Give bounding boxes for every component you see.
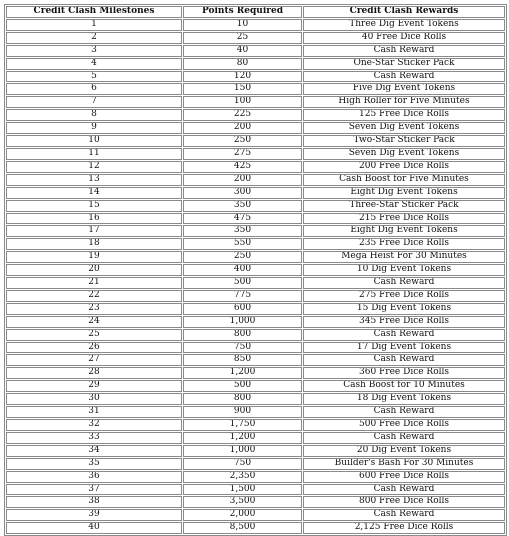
table-row [6,109,505,121]
milestone-cell: 18 [6,238,182,250]
reward-cell: 500 Free Dice Rolls [303,419,505,431]
points-required-cell: 500 [183,277,302,289]
table-row [6,122,505,134]
table-row [6,367,505,379]
reward-cell: Cash Reward [303,509,505,521]
reward-cell: Three Dig Event Tokens [303,19,505,31]
points-required-cell: 775 [183,290,302,302]
reward-cell: Cash Reward [303,45,505,57]
milestone-cell: 30 [6,393,182,405]
points-required-cell: 1,000 [183,316,302,328]
reward-cell: Cash Reward [303,354,505,366]
points-required-cell: 850 [183,354,302,366]
reward-cell: 215 Free Dice Rolls [303,213,505,225]
table-row [6,200,505,212]
table-row [6,458,505,470]
points-required-cell: 1,750 [183,419,302,431]
points-required-cell: 1,200 [183,432,302,444]
reward-cell: Cash Reward [303,484,505,496]
reward-cell: 360 Free Dice Rolls [303,367,505,379]
reward-cell: One-Star Sticker Pack [303,58,505,70]
milestone-cell: 35 [6,458,182,470]
table-row [6,419,505,431]
reward-cell: Three-Star Sticker Pack [303,200,505,212]
milestone-cell: 26 [6,342,182,354]
reward-cell: Cash Reward [303,277,505,289]
table-row [6,71,505,83]
points-required-cell: 600 [183,303,302,315]
points-required-cell: 475 [183,213,302,225]
table-row [6,329,505,341]
milestone-cell: 7 [6,96,182,108]
table-row [6,264,505,276]
milestone-cell: 34 [6,445,182,457]
milestone-cell: 12 [6,161,182,173]
table-row [6,148,505,160]
table-row [6,277,505,289]
table-row [6,484,505,496]
reward-cell: 200 Free Dice Rolls [303,161,505,173]
milestone-cell: 23 [6,303,182,315]
reward-cell: Cash Reward [303,71,505,83]
milestone-cell: 24 [6,316,182,328]
reward-cell: Two-Star Sticker Pack [303,135,505,147]
milestone-cell: 27 [6,354,182,366]
table-row [6,174,505,186]
points-required-cell: 750 [183,458,302,470]
points-required-cell: 2,000 [183,509,302,521]
table-row [6,354,505,366]
milestone-cell: 4 [6,58,182,70]
table-row [6,19,505,31]
table-row [6,161,505,173]
reward-cell: 10 Dig Event Tokens [303,264,505,276]
points-required-cell: 1,000 [183,445,302,457]
reward-cell: Cash Reward [303,432,505,444]
points-required-cell: 250 [183,135,302,147]
reward-cell: Cash Reward [303,329,505,341]
milestone-cell: 29 [6,380,182,392]
table-row [6,32,505,44]
points-required-cell: 2,350 [183,471,302,483]
reward-cell: 600 Free Dice Rolls [303,471,505,483]
milestone-cell: 6 [6,83,182,95]
reward-cell: Cash Reward [303,406,505,418]
points-required-cell: 800 [183,393,302,405]
points-required-cell: 300 [183,187,302,199]
header-milestones: Credit Clash Milestones [6,6,182,18]
table-row [6,96,505,108]
milestone-cell: 15 [6,200,182,212]
reward-cell: 40 Free Dice Rolls [303,32,505,44]
reward-cell: Eight Dig Event Tokens [303,187,505,199]
reward-cell: 345 Free Dice Rolls [303,316,505,328]
header-points-required: Points Required [183,6,302,18]
points-required-cell: 900 [183,406,302,418]
table-row [6,238,505,250]
reward-cell: Mega Heist For 30 Minutes [303,251,505,263]
points-required-cell: 550 [183,238,302,250]
table-row [6,290,505,302]
reward-cell: 125 Free Dice Rolls [303,109,505,121]
milestone-cell: 20 [6,264,182,276]
milestone-cell: 40 [6,522,182,534]
reward-cell: Seven Dig Event Tokens [303,148,505,160]
milestone-cell: 21 [6,277,182,289]
points-required-cell: 80 [183,58,302,70]
table-row [6,135,505,147]
table-row [6,316,505,328]
milestone-cell: 16 [6,213,182,225]
table-row [6,83,505,95]
points-required-cell: 3,500 [183,496,302,508]
reward-cell: Eight Dig Event Tokens [303,225,505,237]
table-row [6,187,505,199]
points-required-cell: 350 [183,200,302,212]
points-required-cell: 100 [183,96,302,108]
milestone-cell: 38 [6,496,182,508]
milestone-cell: 37 [6,484,182,496]
milestone-cell: 31 [6,406,182,418]
table-row [6,522,505,534]
table-row [6,496,505,508]
milestone-cell: 14 [6,187,182,199]
table-header [6,6,505,18]
credit-clash-table [4,4,507,536]
milestone-cell: 32 [6,419,182,431]
table-row [6,213,505,225]
reward-cell: High Roller for Five Minutes [303,96,505,108]
milestone-cell: 22 [6,290,182,302]
reward-cell: 235 Free Dice Rolls [303,238,505,250]
points-required-cell: 425 [183,161,302,173]
table-row [6,393,505,405]
table-row [6,251,505,263]
milestone-cell: 9 [6,122,182,134]
points-required-cell: 800 [183,329,302,341]
points-required-cell: 8,500 [183,522,302,534]
points-required-cell: 1,200 [183,367,302,379]
milestone-cell: 25 [6,329,182,341]
header-row [6,6,505,18]
points-required-cell: 10 [183,19,302,31]
reward-cell: Cash Boost for 10 Minutes [303,380,505,392]
reward-cell: Seven Dig Event Tokens [303,122,505,134]
points-required-cell: 400 [183,264,302,276]
milestone-cell: 19 [6,251,182,263]
table-row [6,406,505,418]
reward-cell: 2,125 Free Dice Rolls [303,522,505,534]
reward-cell: 15 Dig Event Tokens [303,303,505,315]
milestone-cell: 13 [6,174,182,186]
milestone-cell: 2 [6,32,182,44]
table-row [6,432,505,444]
reward-cell: Cash Boost for Five Minutes [303,174,505,186]
points-required-cell: 40 [183,45,302,57]
milestone-cell: 10 [6,135,182,147]
points-required-cell: 250 [183,251,302,263]
table-row [6,471,505,483]
reward-cell: Five Dig Event Tokens [303,83,505,95]
milestone-cell: 5 [6,71,182,83]
milestone-cell: 1 [6,19,182,31]
milestone-cell: 39 [6,509,182,521]
reward-cell: 275 Free Dice Rolls [303,290,505,302]
reward-cell: Builder's Bash For 30 Minutes [303,458,505,470]
points-required-cell: 750 [183,342,302,354]
points-required-cell: 120 [183,71,302,83]
reward-cell: 800 Free Dice Rolls [303,496,505,508]
header-rewards: Credit Clash Rewards [303,6,505,18]
milestone-cell: 8 [6,109,182,121]
points-required-cell: 1,500 [183,484,302,496]
reward-cell: 17 Dig Event Tokens [303,342,505,354]
table-row [6,58,505,70]
milestone-cell: 36 [6,471,182,483]
points-required-cell: 200 [183,174,302,186]
milestone-cell: 33 [6,432,182,444]
milestone-cell: 11 [6,148,182,160]
points-required-cell: 25 [183,32,302,44]
reward-cell: 18 Dig Event Tokens [303,393,505,405]
reward-cell: 20 Dig Event Tokens [303,445,505,457]
milestone-cell: 3 [6,45,182,57]
table-row [6,445,505,457]
points-required-cell: 350 [183,225,302,237]
milestone-cell: 28 [6,367,182,379]
milestone-cell: 17 [6,225,182,237]
table-row [6,342,505,354]
table-row [6,303,505,315]
points-required-cell: 225 [183,109,302,121]
points-required-cell: 200 [183,122,302,134]
table-row [6,45,505,57]
table-row [6,509,505,521]
table-row [6,225,505,237]
milestones-table-container [4,4,505,536]
table-body [6,19,505,534]
points-required-cell: 275 [183,148,302,160]
table-row [6,380,505,392]
points-required-cell: 500 [183,380,302,392]
points-required-cell: 150 [183,83,302,95]
